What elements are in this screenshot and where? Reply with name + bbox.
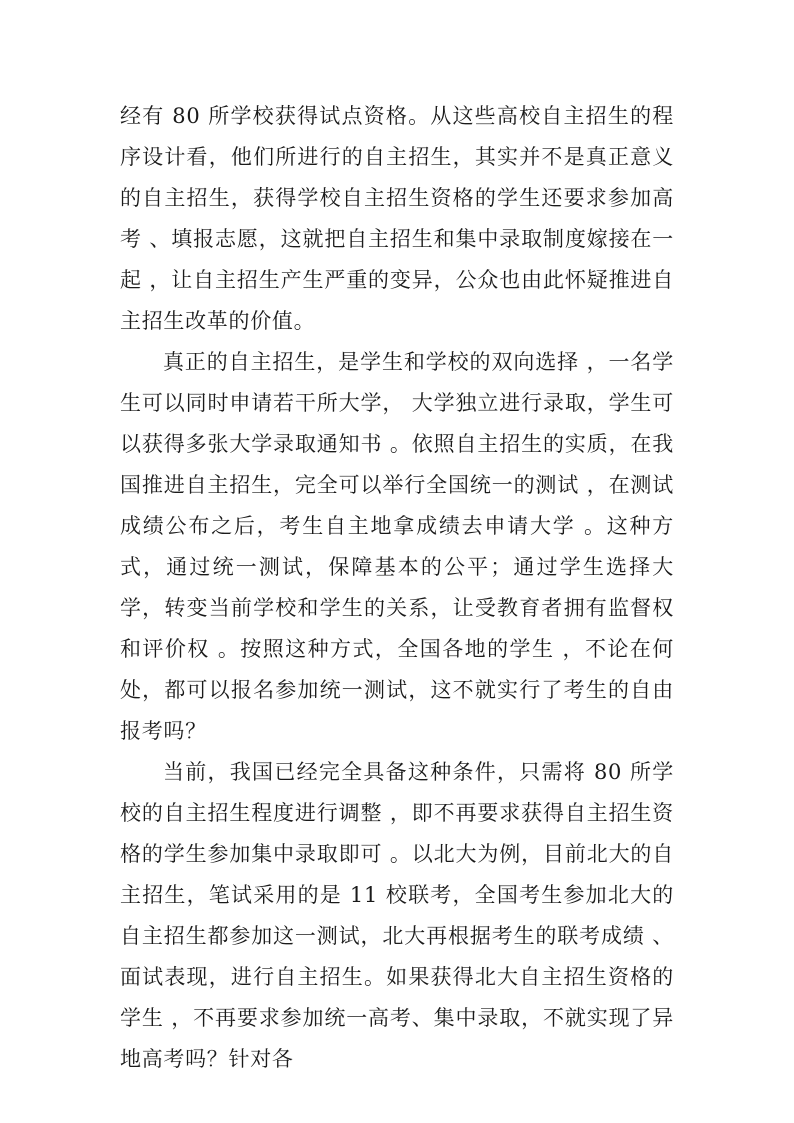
article-body <box>120 96 674 1080</box>
paragraph-1: 经有 80 所学校获得试点资格。从这些高校自主招生的程序设计看，他们所进行的自主招生，其实并不是真正意义的自主招生，获得学校自主招生资格的学生还要求参加高考 、填报志愿，这就把自主招生和集中录取制度嫁接在一起 ，让自主招生产生严重的变异，公众也由此怀疑推进自主招生改革的价值。 <box>120 104 674 333</box>
paragraph-2: 真正的自主招生，是学生和学校的双向选择 ，一名学生可以同时申请若干所大学， 大学独立进行录取，学生可以获得多张大学录取通知书 。依照自主招生的实质，在我国推进自主招生，完全可以举行全国统一的测试 ，在测试成绩公布之后，考生自主地拿成绩去申请大学 。这种方式，通过统一测试，保障基本的公平；通过学生选择大学，转变当前学校和学生的关系，让受教育者拥有监督权和评价权 。按照这种方式，全国各地的学生 ，不论在何处，都可以报名参加统一测试，这不就实行了考生的自由报考吗？ <box>120 350 674 743</box>
paragraph-3: 当前，我国已经完全具备这种条件，只需将 80 所学校的自主招生程度进行调整 ，即不再要求获得自主招生资格的学生参加集中录取即可 。以北大为例，目前北大的自主招生，笔试采用的是 11 校联考，全国考生参加北大的自主招生都参加这一测试，北大再根据考生的联考成绩 、面试表现，进行自主招生。如果获得北大自主招生资格的学生 ，不再要求参加统一高考、集中录取，不就实现了异地高考吗？针对各 <box>120 760 674 1071</box>
